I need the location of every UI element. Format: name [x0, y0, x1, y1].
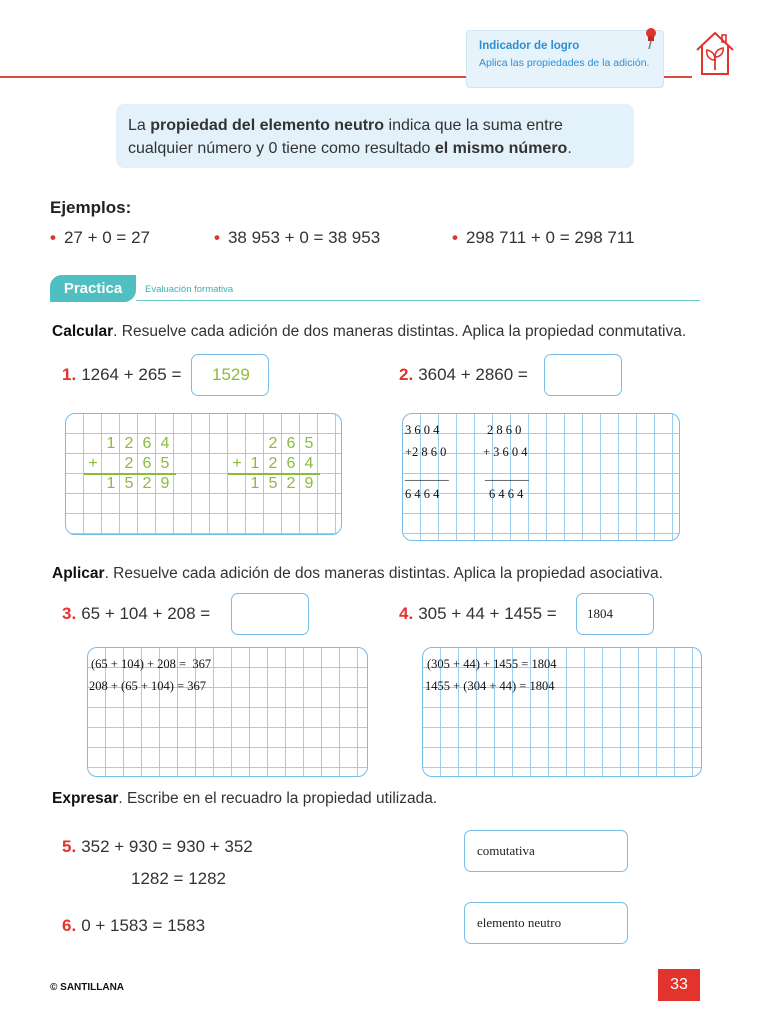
handwritten-line: _______: [405, 468, 449, 482]
examples-title: Ejemplos:: [50, 198, 132, 217]
exercise-3-grid[interactable]: [87, 647, 368, 777]
practica-rule: [136, 300, 700, 301]
achievement-indicator: [466, 30, 664, 88]
example-item: • 298 711 + 0 = 298 711: [452, 228, 635, 247]
grid-digit: 6: [142, 435, 152, 452]
bullet-icon: •: [452, 228, 458, 247]
definition-text: La propiedad del elemento neutro indica que la suma entre cualquier número y 0 tiene como resultado el mismo número.: [128, 117, 572, 157]
grid-digit: 5: [160, 455, 170, 472]
handwritten-line: +2 8 6 0: [405, 445, 447, 459]
grid-digit: 6: [142, 455, 152, 472]
grid-digit: 5: [124, 475, 134, 492]
grid-digit: 6: [286, 435, 296, 452]
publisher-brand: © SANTILLANA: [50, 982, 125, 993]
handwritten-line: 6 4 6 4: [489, 487, 524, 501]
exercise-1-grid[interactable]: [65, 413, 342, 535]
grid-digit: 2: [142, 475, 152, 492]
handwritten-line: (305 + 44) + 1455 = 1804: [427, 657, 557, 671]
header-rule: [0, 76, 466, 78]
exercise-3-label: 3. 65 + 104 + 208 =: [62, 604, 211, 623]
indicator-subtitle: Aplica las propiedades de la adición.: [479, 57, 650, 69]
grid-digit: 2: [286, 475, 296, 492]
example-item: • 38 953 + 0 = 38 953: [214, 228, 381, 247]
practica-subtitle: Evaluación formativa: [145, 284, 234, 295]
handwritten-line: 6 4 6 4: [405, 487, 440, 501]
grid-digit: 6: [286, 455, 296, 472]
aplicar-instruction: Aplicar. Resuelve cada adición de dos maneras distintas. Aplica la propiedad asociativa.: [52, 565, 663, 582]
grid-digit: 5: [304, 435, 314, 452]
grid-digit: 4: [304, 455, 314, 472]
exercise-6-answer-box[interactable]: [464, 902, 628, 944]
pushpin-icon: [644, 27, 658, 51]
practica-tab: Practica: [50, 275, 136, 302]
example-item: • 27 + 0 = 27: [50, 228, 150, 247]
exercise-5-line2: 1282 = 1282: [131, 869, 227, 888]
grid-digit: +: [88, 455, 98, 472]
exercise-5-label: 5. 352 + 930 = 930 + 352: [62, 837, 253, 856]
page-number: 33: [658, 969, 700, 1001]
grid-digit: 9: [160, 475, 170, 492]
exercise-4-answer-box[interactable]: [576, 593, 654, 635]
calcular-instruction: Calcular. Resuelve cada adición de dos maneras distintas. Aplica la propiedad conmutativa.: [52, 323, 687, 340]
exercise-4-label: 4. 305 + 44 + 1455 =: [399, 604, 557, 623]
grid-digit: 2: [124, 435, 134, 452]
exercise-6-answer: elemento neutro: [477, 915, 562, 930]
exercise-1-answer-box[interactable]: [191, 354, 269, 396]
house-plant-icon: [694, 30, 736, 76]
bullet-icon: •: [50, 228, 56, 247]
handwritten-line: + 3 6 0 4: [483, 445, 528, 459]
grid-digit: 2: [268, 435, 278, 452]
handwritten-line: (65 + 104) + 208 = 367: [91, 657, 212, 671]
grid-digit: 2: [268, 455, 278, 472]
exercise-1-label: 1. 1264 + 265 =: [62, 365, 182, 384]
header-rule-right: [662, 76, 692, 78]
grid-digit: 4: [160, 435, 170, 452]
grid-digit: 1: [106, 435, 116, 452]
handwritten-line: 1455 + (304 + 44) = 1804: [425, 679, 555, 693]
exercise-2-label: 2. 3604 + 2860 =: [399, 365, 528, 384]
indicator-title: Indicador de logro: [479, 40, 580, 52]
grid-digit: 1: [250, 455, 260, 472]
grid-digit: +: [232, 455, 242, 472]
exercise-5-answer: comutativa: [477, 843, 535, 858]
exercise-4-grid[interactable]: [422, 647, 702, 777]
handwritten-line: 3 6 0 4: [405, 423, 440, 437]
handwritten-line: 2 8 6 0: [487, 423, 522, 437]
handwritten-line: 208 + (65 + 104) = 367: [89, 679, 206, 693]
grid-digit: 1: [106, 475, 116, 492]
exercise-1-answer: 1529: [212, 365, 250, 384]
grid-digit: 2: [124, 455, 134, 472]
exercise-3-answer-box[interactable]: [231, 593, 309, 635]
grid-digit: 9: [304, 475, 314, 492]
exercise-6-label: 6. 0 + 1583 = 1583: [62, 916, 206, 935]
exercise-2-grid[interactable]: [402, 413, 680, 541]
expresar-instruction: Expresar. Escribe en el recuadro la propiedad utilizada.: [52, 790, 438, 807]
bullet-icon: •: [214, 228, 220, 247]
exercise-2-answer-box[interactable]: [544, 354, 622, 396]
grid-digit: 5: [268, 475, 278, 492]
exercise-4-answer: 1804: [587, 606, 613, 621]
definition-box: [116, 104, 634, 168]
grid-digit: 1: [250, 475, 260, 492]
handwritten-line: _______: [485, 468, 529, 482]
exercise-5-answer-box[interactable]: [464, 830, 628, 872]
